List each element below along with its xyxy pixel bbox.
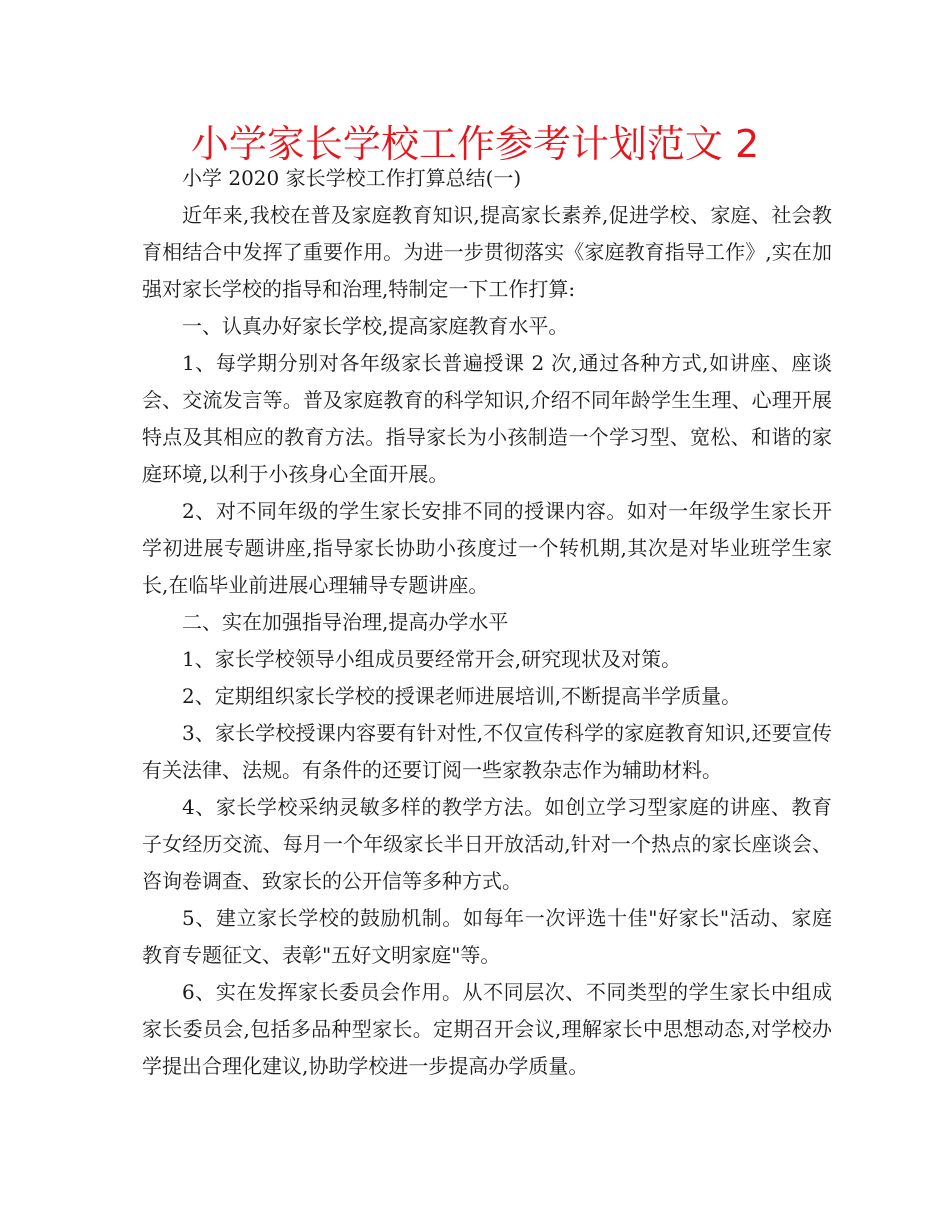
- paragraph-item: 2、对不同年级的学生家长安排不同的授课内容。如对一年级学生家长开学初进展专题讲座,指导家长协助小孩度过一个转机期,其次是对毕业班学生家长,在临毕业前进展心理辅导专题讲座。: [142, 499, 832, 597]
- paragraph-subtitle: 小学 2020 家长学校工作打算总结(一): [182, 166, 522, 190]
- paragraph-item: 6、实在发挥家长委员会作用。从不同层次、不同类型的学生家长中组成家长委员会,包括多品种型家长。定期召开会议,理解家长中思想动态,对学校办学提出合理化建议,协助学校进一步提高办学质量。: [142, 980, 832, 1078]
- paragraph-intro: 近年来,我校在普及家庭教育知识,提高家长素养,促进学校、家庭、社会教育相结合中发挥了重要作用。为进一步贯彻落实《家庭教育指导工作》,实在加强对家长学校的指导和治理,特制定一下工作打算:: [142, 203, 832, 301]
- paragraph-item: 4、家长学校采纳灵敏多样的教学方法。如创立学习型家庭的讲座、教育子女经历交流、每月一个年级家长半日开放活动,针对一个热点的家长座谈会、咨询卷调查、致家长的公开信等多种方式。: [142, 795, 832, 893]
- paragraph-item: 2、定期组织家长学校的授课老师进展培训,不断提高半学质量。: [182, 684, 742, 708]
- document-title: 小学家长学校工作参考计划范文 2: [190, 122, 760, 166]
- paragraph-item: 1、每学期分别对各年级家长普遍授课 2 次,通过各种方式,如讲座、座谈会、交流发言等。普及家庭教育的科学知识,介绍不同年龄学生生理、心理开展特点及其相应的教育方法。指导家长为小孩制造一个学习型、宽松、和谐的家庭环境,以利于小孩身心全面开展。: [142, 351, 832, 486]
- section-heading-1: 一、认真办好家长学校,提高家庭教育水平。: [182, 314, 569, 338]
- paragraph-item: 1、家长学校领导小组成员要经常开会,研究现状及对策。: [182, 647, 682, 671]
- paragraph-item: 5、建立家长学校的鼓励机制。如每年一次评选十佳"好家长"活动、家庭教育专题征文、表彰"五好文明家庭"等。: [142, 906, 832, 967]
- section-heading-2: 二、实在加强指导治理,提高办学水平: [182, 610, 509, 634]
- document-body: [142, 160, 832, 1085]
- paragraph-item: 3、家长学校授课内容要有针对性,不仅宣传科学的家庭教育知识,还要宣传有关法律、法规。有条件的还要订阅一些家教杂志作为辅助材料。: [142, 721, 832, 782]
